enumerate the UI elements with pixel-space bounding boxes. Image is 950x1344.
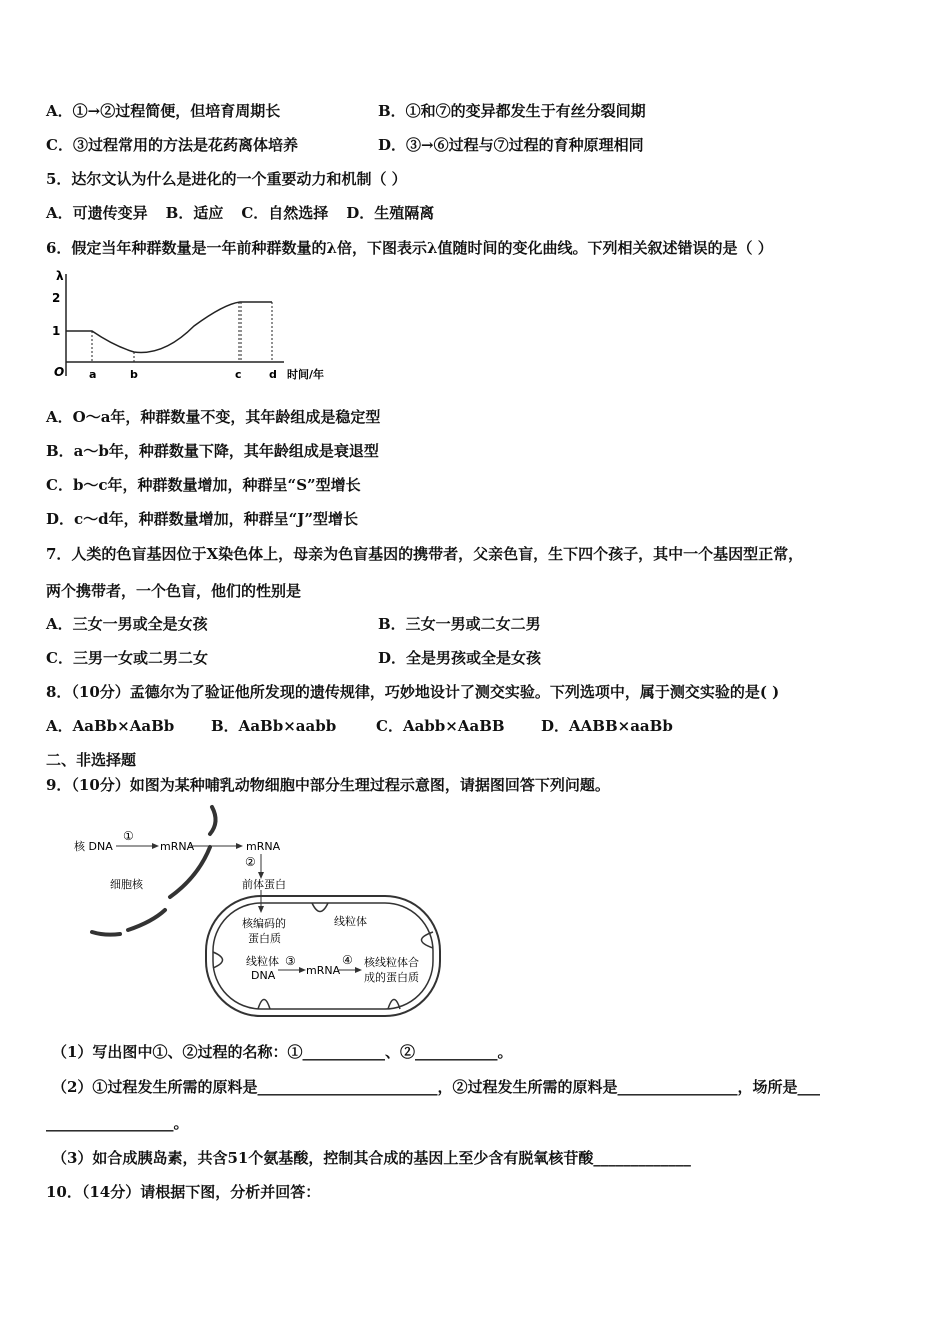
label-mito-protein-1: 核线粒体合 — [364, 956, 419, 969]
q9-part3: （3）如合成胰岛素，共含51个氨基酸，控制其合成的基因上至少含有脱氧核苷酸_____________ — [52, 1149, 691, 1167]
x-tick-b: b — [130, 368, 138, 381]
label-mrna1: mRNA — [160, 840, 195, 853]
label-mito-dna-2: DNA — [251, 969, 276, 982]
label-nuclear-protein-2: 蛋白质 — [248, 932, 281, 945]
x-tick-c: c — [235, 368, 242, 381]
q9-part1: （1）写出图中①、②过程的名称：①___________、②___________。 — [52, 1043, 513, 1061]
q5-option-a: A．可遗传变异 — [46, 204, 148, 222]
nuclear-envelope-3 — [128, 910, 165, 930]
x-tick-a: a — [89, 368, 97, 381]
q8-options — [46, 715, 673, 737]
x-tick-d: d — [269, 368, 277, 381]
x-axis-label: 时间/年 — [287, 368, 325, 381]
q7-option-a: A．三女一男或全是女孩 — [46, 615, 208, 633]
arrowhead-transport — [236, 843, 243, 849]
label-step3: ③ — [285, 954, 296, 968]
arrowhead-step3 — [299, 967, 306, 973]
lambda-chart — [44, 266, 364, 386]
crista-2 — [213, 952, 223, 968]
label-step2: ② — [245, 855, 256, 869]
q9-part2-line1: （2）①过程发生所需的原料是________________________，②过程发生所需的原料是________________，场所是___ — [52, 1078, 820, 1096]
q4-option-d: D．③→⑥过程与⑦过程的育种原理相同 — [378, 136, 644, 154]
cell-process-diagram — [70, 802, 450, 1027]
q6-option-c: C．b～c年，种群数量增加，种群呈“S”型增长 — [46, 476, 361, 494]
label-mito-dna-1: 线粒体 — [246, 955, 279, 968]
crista-4 — [258, 1000, 270, 1010]
q10-stem: 10．（14分）请根据下图，分析并回答： — [46, 1183, 321, 1201]
q4-option-a: A．①→②过程简便，但培育周期长 — [46, 102, 281, 120]
y-axis-label: λ — [56, 269, 64, 283]
label-precursor: 前体蛋白 — [242, 878, 286, 891]
q5-option-d: D．生殖隔离 — [346, 204, 435, 222]
q8-option-c: C．Aabb×AaBB — [376, 717, 505, 735]
q5-options — [46, 202, 452, 224]
q4-option-c: C．③过程常用的方法是花药离体培养 — [46, 136, 298, 154]
q6-option-d: D．c～d年，种群数量增加，种群呈“J”型增长 — [46, 510, 358, 528]
label-nuclear-protein-1: 核编码的 — [242, 917, 286, 930]
q8-option-a: A．AaBb×AaBb — [46, 717, 175, 735]
y-tick-2: 2 — [52, 291, 61, 305]
nuclear-envelope-4 — [92, 932, 120, 935]
label-mito-protein-2: 成的蛋白质 — [364, 971, 419, 984]
label-nucleus: 细胞核 — [110, 878, 143, 891]
label-mrna3: mRNA — [306, 964, 341, 977]
q7-stem-line2: 两个携带者，一个色盲，他们的性别是 — [46, 582, 302, 600]
q7-option-d: D．全是男孩或全是女孩 — [378, 649, 542, 667]
q9-stem: 9．（10分）如图为某种哺乳动物细胞中部分生理过程示意图，请据图回答下列问题。 — [46, 776, 610, 794]
q8-option-d: D．AABB×aaBb — [541, 717, 673, 735]
q8-stem: 8．（10分）孟德尔为了验证他所发现的遗传规律，巧妙地设计了测交实验。下列选项中，属于测交实验的是( ) — [46, 683, 780, 701]
q7-option-b: B．三女一男或二女二男 — [378, 615, 541, 633]
label-mitochondrion: 线粒体 — [334, 915, 367, 928]
q5-option-b: B．适应 — [165, 204, 224, 222]
label-step1: ① — [123, 829, 134, 843]
q6-option-a: A．O～a年，种群数量不变，其年龄组成是稳定型 — [46, 408, 381, 426]
arrowhead-step1 — [152, 843, 159, 849]
label-nuclear-dna: 核 DNA — [74, 840, 113, 853]
q5-stem: 5．达尔文认为什么是进化的一个重要动力和机制（ ） — [46, 170, 407, 188]
nuclear-envelope-1 — [210, 807, 216, 834]
q6-option-b: B．a～b年，种群数量下降，其年龄组成是衰退型 — [46, 442, 379, 460]
label-step4: ④ — [342, 953, 353, 967]
arrowhead-import — [258, 906, 264, 913]
q6-stem: 6．假定当年种群数量是一年前种群数量的λ倍，下图表示λ值随时间的变化曲线。下列相关叙述错误的是（ ） — [46, 239, 773, 257]
q8-option-b: B．AaBb×aabb — [211, 717, 337, 735]
q9-part2-line2: _________________。 — [46, 1114, 189, 1132]
q7-option-c: C．三男一女或二男二女 — [46, 649, 208, 667]
q4-option-b: B．①和⑦的变异都发生于有丝分裂间期 — [378, 102, 646, 120]
crista-1 — [312, 903, 328, 912]
q7-stem-line1: 7．人类的色盲基因位于X染色体上，母亲为色盲基因的携带者，父亲色盲，生下四个孩子，其中一个基因型正常， — [46, 545, 804, 563]
label-mrna2: mRNA — [246, 840, 281, 853]
arrowhead-step4 — [355, 967, 362, 973]
section-heading: 二、非选择题 — [46, 751, 137, 769]
origin-label: O — [54, 365, 65, 379]
q5-option-c: C．自然选择 — [241, 204, 329, 222]
y-tick-1: 1 — [52, 324, 61, 338]
nuclear-envelope-2 — [170, 847, 210, 897]
